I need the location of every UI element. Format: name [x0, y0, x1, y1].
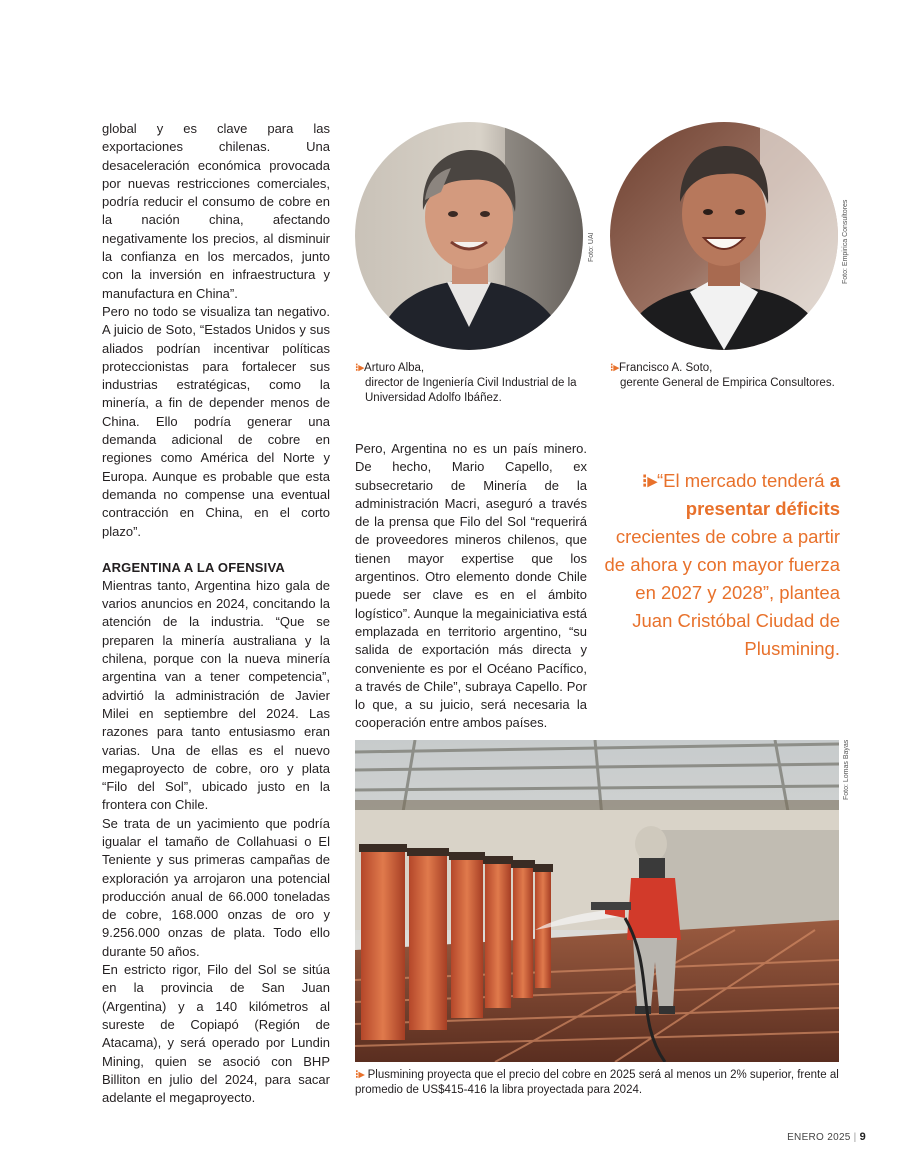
caption-name: Arturo Alba,	[364, 362, 425, 374]
page-number: 9	[859, 1131, 866, 1143]
portrait-francisco-soto-image	[610, 122, 838, 350]
page-footer	[787, 1131, 866, 1143]
arrow-bullet-icon: ⁝▸	[355, 1069, 365, 1081]
pull-quote	[600, 467, 840, 663]
copper-plant-photo	[355, 740, 839, 1062]
left-paragraph-1: global y es clave para las exportaciones chilenas. Una desaceleración económica provocada por nuevas restricciones comerciales, podría reducir el consumo de cobre en la nación china, afectando negativamente los precios, al disminuir la confianza en los mercados, junto con la inversión en infraestructura y manufactura en China”.	[102, 121, 330, 301]
issue-date: ENERO 2025	[787, 1132, 851, 1143]
photo-credit-empirica: Foto: Empirica Consultores	[842, 199, 849, 284]
left-column	[102, 120, 330, 1107]
section-heading: ARGENTINA A LA OFENSIVA	[102, 559, 285, 575]
caption-role: gerente General de Empirica Consultores.	[620, 377, 835, 389]
pull-quote-lead: “El mercado tenderá	[656, 470, 825, 491]
pull-quote-bold: a presentar déficits	[685, 470, 840, 519]
portrait-francisco-soto	[610, 122, 838, 350]
middle-paragraph: Pero, Argentina no es un país minero. De hecho, Mario Capello, ex subsecretario de Minería de la administración Macri, aseguró a través de la prensa que Filo del Sol “requerirá de proveedores mineros chilenos, que tienen mayor expertise que los argentinos. Otro elemento donde Chile puede ser clave es en el ámbito logístico”. Aunque la megainiciativa está emplazada en territorio argentino, “su salida de exportación más directa y conveniente es por el Océano Pacífico, a través de Chile”, subraya Capello. Por lo que, a su juicio, será necesaria la cooperación entre ambos países.	[355, 441, 587, 731]
copper-plant-image	[355, 740, 839, 1062]
quote-arrow-icon: ⁝▸	[641, 470, 657, 491]
caption-name: Francisco A. Soto,	[619, 362, 713, 374]
left-paragraph-4: Se trata de un yacimiento que podría igualar el tamaño de Collahuasi o El Teniente y sus primeras campañas de exploración ya arrojaron una potencial producción anual de 66.000 toneladas de cobre, 168.000 onzas de oro y 9.256.000 onzas de plata. Todo ello durante 50 años.	[102, 815, 330, 959]
arrow-bullet-icon: ⁝▸	[355, 362, 365, 374]
photo-credit-uai: Foto: UAI	[588, 232, 595, 262]
pull-quote-rest: crecientes de cobre a partir de ahora y con mayor fuerza en 2027 y 2028”, plantea Juan Cristóbal Ciudad de Plusmining.	[604, 526, 840, 659]
caption-role: director de Ingeniería Civil Industrial de la Universidad Adolfo Ibáñez.	[365, 377, 577, 404]
portrait-arturo-alba-image	[355, 122, 583, 350]
arrow-bullet-icon: ⁝▸	[610, 362, 620, 374]
photo-caption-text: Plusmining proyecta que el precio del cobre en 2025 será al menos un 2% superior, frente al promedio de US$415-416 la libra proyectada para 2024.	[355, 1069, 839, 1096]
middle-column	[355, 440, 587, 733]
caption-francisco-soto	[610, 361, 840, 391]
portrait-arturo-alba	[355, 122, 583, 350]
photo-caption	[355, 1068, 839, 1098]
caption-arturo-alba	[355, 361, 590, 406]
photo-credit-lomas-bayas: Foto: Lomas Bayas	[843, 739, 850, 800]
left-paragraph-3: Mientras tanto, Argentina hizo gala de varios anuncios en 2024, concitando la atención de la industria. “Que se preparen la minería australiana y la chilena, porque con la nueva minería argentina van a tener competencia”, advirtió la administración de Javier Milei en septiembre del 2024. Las razones para tanto entusiasmo eran varias. Una de ellas es el nuevo megaproyecto de cobre, oro y plata “Filo del Sol”, ubicado justo en la frontera con Chile.	[102, 577, 330, 813]
left-paragraph-5: En estricto rigor, Filo del Sol se sitúa en la provincia de San Juan (Argentina) y a 140 kilómetros al sureste de Copiapó (Región de Atacama), y será operado por Lundin Mining, quien se asoció con BHP Billiton en julio del 2024, para sacar adelante el megaproyecto.	[102, 962, 330, 1106]
footer-separator: |	[853, 1132, 857, 1143]
left-paragraph-2: Pero no todo se visualiza tan negativo. A juicio de Soto, “Estados Unidos y sus aliados podrían incentivar políticas proteccionistas para fortalecer sus industrias estratégicas, como la minería, a fin de depender menos de China. Ello podría generar una demanda adicional de cobre en regiones como América del Norte y Europa. Aunque es probable que esta demanda no compense una eventual contracción en China, en el corto plazo”.	[102, 303, 330, 539]
